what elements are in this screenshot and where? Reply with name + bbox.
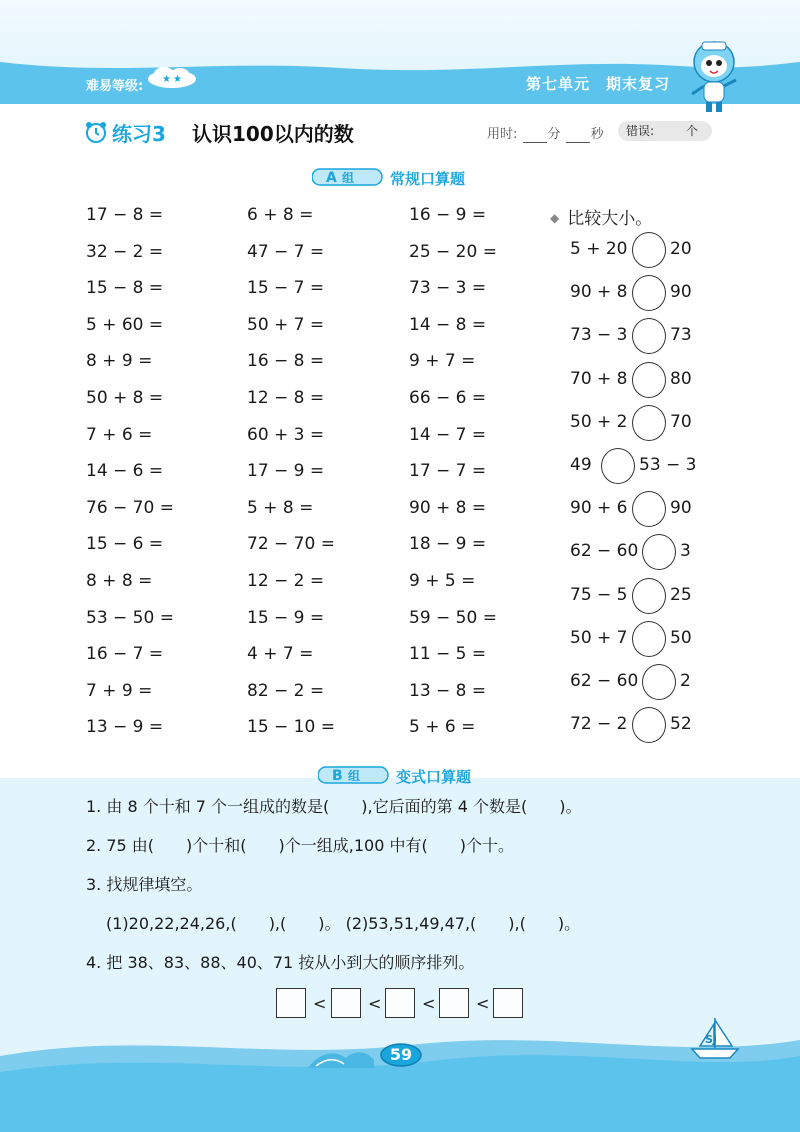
time-label: 用时:: [487, 127, 518, 142]
question-3: 3. 找规律填空。: [86, 875, 203, 894]
calc-problem: 15 − 9 =: [247, 607, 325, 628]
calc-problem: 14 − 8 =: [409, 314, 487, 335]
compare-right: 50: [670, 627, 692, 648]
compare-row: [570, 230, 730, 270]
svg-text:组: 组: [342, 171, 355, 185]
compare-row: [570, 360, 730, 400]
compare-row: [570, 662, 730, 702]
compare-answer-circle[interactable]: [632, 621, 666, 657]
compare-row: [570, 705, 730, 745]
unit-title: 第七单元 期末复习: [526, 75, 671, 93]
svg-text:A: A: [326, 170, 337, 186]
answer-box-5[interactable]: [493, 988, 523, 1018]
question-1: 1. 由 8 个十和 7 个一组成的数是( ),它后面的第 4 个数是( )。: [86, 797, 582, 816]
calc-problem: 14 − 7 =: [409, 424, 487, 445]
compare-left: 50 + 7: [570, 627, 628, 648]
bullet-diamond-icon: ◆: [550, 211, 560, 225]
calc-problem: 8 + 8 =: [86, 570, 153, 591]
error-count-pill[interactable]: [618, 121, 712, 141]
group-a-badge-icon: [312, 166, 384, 188]
less-than-sign: <: [422, 994, 436, 1013]
calc-problem: 66 − 6 =: [409, 387, 487, 408]
calc-problem: 32 − 2 =: [86, 241, 164, 262]
calc-problem: 15 − 10 =: [247, 717, 335, 738]
calc-problem: 11 − 5 =: [409, 644, 487, 665]
calc-problem: 72 − 70 =: [247, 534, 335, 555]
group-b-title: 变式口算题: [396, 768, 472, 786]
compare-answer-circle[interactable]: [642, 664, 676, 700]
answer-box-3[interactable]: [385, 988, 415, 1018]
compare-row: [570, 619, 730, 659]
compare-left: 5 + 20: [570, 239, 628, 259]
calc-problem: 15 − 8 =: [86, 278, 164, 299]
exercise-label: 练习3: [112, 122, 166, 146]
compare-right: 2: [680, 671, 691, 691]
compare-right: 20: [670, 239, 692, 259]
compare-title: 比较大小。: [567, 209, 653, 229]
calc-problem: 5 + 6 =: [409, 717, 476, 738]
calc-problem: 7 + 9 =: [86, 680, 153, 701]
compare-answer-circle[interactable]: [632, 578, 666, 614]
compare-row: [570, 403, 730, 443]
calc-problem: 5 + 8 =: [247, 497, 314, 518]
compare-answer-circle[interactable]: [632, 707, 666, 743]
less-than-sign: <: [313, 994, 327, 1013]
calc-problem: 9 + 7 =: [409, 351, 476, 372]
compare-row: [570, 273, 730, 313]
minute-label: 分: [547, 127, 561, 142]
calc-problem: 73 − 3 =: [409, 278, 487, 299]
compare-row: [570, 316, 730, 356]
calc-problem: 13 − 9 =: [86, 717, 164, 738]
svg-text:★: ★: [162, 74, 171, 85]
calc-problem: 15 − 6 =: [86, 534, 164, 555]
time-used: [487, 123, 604, 143]
compare-row: [570, 446, 730, 486]
compare-answer-circle[interactable]: [601, 448, 635, 484]
compare-answer-circle[interactable]: [632, 362, 666, 398]
compare-heading: [550, 204, 652, 229]
calc-problem: 60 + 3 =: [247, 424, 325, 445]
svg-text:B: B: [332, 768, 343, 784]
calc-problem: 50 + 8 =: [86, 387, 164, 408]
calc-problem: 18 − 9 =: [409, 534, 487, 555]
compare-row: [570, 576, 730, 616]
question-2: 2. 75 由( )个十和( )个一组成,100 中有( )个十。: [86, 836, 514, 855]
calc-problem: 16 − 9 =: [409, 205, 487, 225]
compare-right: 53 − 3: [639, 455, 697, 475]
calc-problem: 12 − 2 =: [247, 570, 325, 591]
less-than-sign: <: [368, 994, 382, 1013]
calc-problem: 17 − 9 =: [247, 461, 325, 482]
compare-answer-circle[interactable]: [632, 318, 666, 354]
calc-problem: 7 + 6 =: [86, 424, 153, 445]
question-3-sub: (1)20,22,24,26,( ),( )。 (2)53,51,49,47,( ),( )。: [106, 914, 581, 933]
header-band: [0, 0, 800, 100]
compare-left: 90 + 8: [570, 282, 628, 303]
compare-right: 90: [670, 282, 692, 303]
calc-problem: 8 + 9 =: [86, 351, 153, 372]
mascot-icon: [684, 36, 742, 116]
compare-answer-circle[interactable]: [632, 232, 666, 268]
calc-problem: 16 − 7 =: [86, 644, 164, 665]
group-b-header: [318, 764, 518, 788]
calc-problem: 13 − 8 =: [409, 680, 487, 701]
calc-problem: 76 − 70 =: [86, 497, 174, 518]
exercise-title: 认识100以内的数: [192, 122, 354, 146]
calc-problem: 15 − 7 =: [247, 278, 325, 299]
calc-problem: 25 − 20 =: [409, 241, 497, 262]
page-number-text: 59: [389, 1045, 413, 1064]
compare-left: 90 + 6: [570, 498, 628, 519]
calc-problem: 17 − 7 =: [409, 461, 487, 482]
group-b-badge-icon: [318, 764, 390, 786]
svg-text:组: 组: [348, 769, 361, 783]
sailboat-icon: [688, 1016, 742, 1062]
answer-box-2[interactable]: [331, 988, 361, 1018]
calc-problem: 47 − 7 =: [247, 241, 325, 262]
compare-left: 50 + 2: [570, 411, 628, 432]
compare-answer-circle[interactable]: [632, 405, 666, 441]
calc-problem: 12 − 8 =: [247, 387, 325, 408]
compare-answer-circle[interactable]: [632, 275, 666, 311]
calc-problem: 90 + 8 =: [409, 497, 487, 518]
compare-right: 52: [670, 714, 692, 735]
compare-left: 72 − 2: [570, 714, 628, 735]
minute-blank[interactable]: [523, 127, 547, 143]
compare-row: [570, 489, 730, 529]
calc-problem: 59 − 50 =: [409, 607, 497, 628]
difficulty-stars-icon: [146, 66, 198, 88]
calc-problem: 9 + 5 =: [409, 570, 476, 591]
compare-left: 62 − 60: [570, 541, 639, 562]
compare-right: 25: [670, 584, 692, 605]
group-a-header: [312, 166, 512, 190]
error-unit: 个: [685, 124, 698, 138]
calc-problem: 5 + 60 =: [86, 314, 164, 335]
compare-right: 73: [670, 325, 692, 346]
boat-label: SJ: [705, 1033, 718, 1046]
calc-problem: 53 − 50 =: [86, 607, 174, 628]
calc-problem: 17 − 8 =: [86, 205, 164, 225]
calc-problem: 50 + 7 =: [247, 314, 325, 335]
second-label: 秒: [590, 127, 604, 142]
calc-column-2: [247, 200, 407, 749]
compare-left: 70 + 8: [570, 368, 628, 389]
compare-left: 73 − 3: [570, 325, 628, 346]
svg-text:★: ★: [173, 74, 182, 85]
compare-left: 75 − 5: [570, 584, 628, 605]
compare-right: 3: [680, 541, 691, 562]
calc-problem: 4 + 7 =: [247, 644, 314, 665]
alarm-clock-icon: [84, 120, 108, 144]
less-than-sign: <: [476, 994, 490, 1013]
wave-splash-icon: [306, 1046, 376, 1070]
error-label: 错误:: [626, 124, 655, 138]
compare-right: 90: [670, 498, 692, 519]
compare-right: 70: [670, 411, 692, 432]
compare-row: [570, 532, 730, 572]
question-4: 4. 把 38、83、88、40、71 按从小到大的顺序排列。: [86, 953, 475, 972]
group-a-title: 常规口算题: [390, 170, 466, 188]
calc-column-1: [86, 200, 246, 749]
calc-problem: 82 − 2 =: [247, 680, 325, 701]
calc-problem: 14 − 6 =: [86, 461, 164, 482]
answer-box-4[interactable]: [439, 988, 469, 1018]
difficulty-label: 难易等级:: [86, 79, 144, 94]
compare-left: 49: [570, 455, 592, 475]
compare-left: 62 − 60: [570, 671, 639, 691]
compare-right: 80: [670, 368, 692, 389]
calc-column-3: [409, 200, 569, 749]
calc-problem: 6 + 8 =: [247, 205, 314, 225]
compare-answer-circle[interactable]: [642, 534, 676, 570]
answer-box-1[interactable]: [276, 988, 306, 1018]
page-number: [379, 1042, 423, 1068]
calc-problem: 16 − 8 =: [247, 351, 325, 372]
compare-answer-circle[interactable]: [632, 491, 666, 527]
second-blank[interactable]: [566, 127, 590, 143]
